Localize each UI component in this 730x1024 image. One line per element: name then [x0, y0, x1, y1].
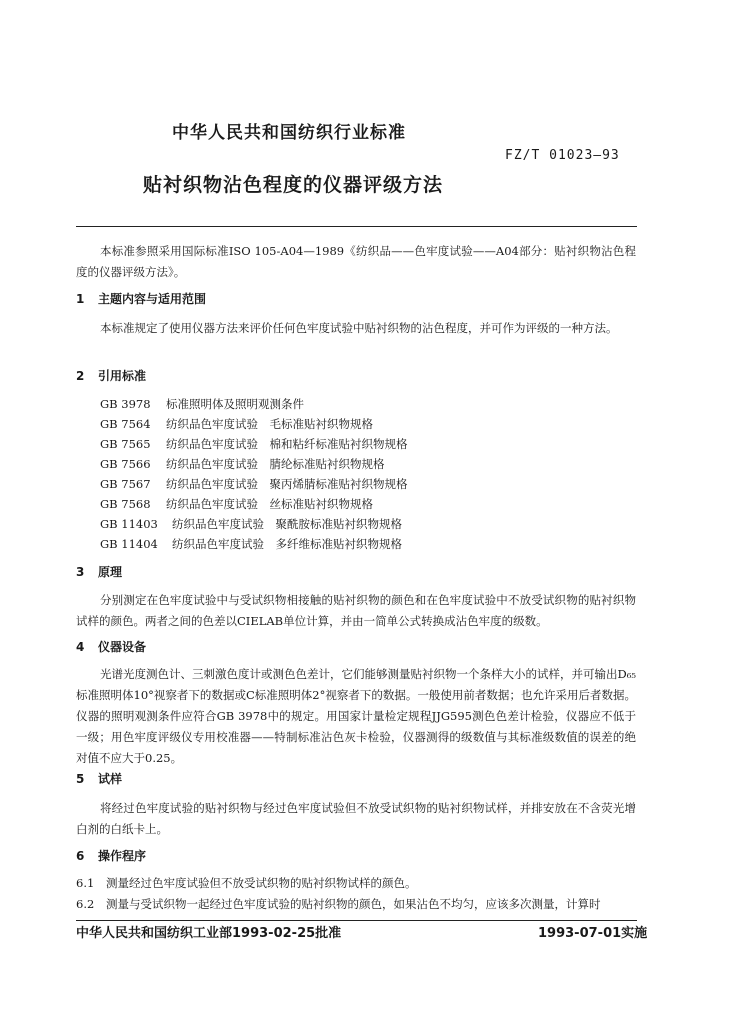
section-4-text: 光谱光度测色计、三刺激色度计或测色色差计，它们能够测量贴衬织物一个条样大小的试样，并可输出D₆₅标准照明体10°视察者下的数据或C标准照明体2°视察者下的数据。一般使用前者数据；也允许采用后者数据。仪器的照明观测条件应符合GB 3978中的规定。用国家计量检定规程JJG595测色色差计检验，仪器应不低于一级；用色牢度评级仪专用校准器——特制标准沾色灰卡检验，仪器测得的级数值与其标准级数值的误差的绝对值不应大于0.25。 — [76, 667, 636, 765]
reference-row — [100, 496, 373, 512]
step-text: 测量与受试织物一起经过色牢度试验的贴衬织物的颜色，如果沾色不均匀，应该多次测量，计算时 — [106, 897, 601, 911]
footer-divider — [76, 920, 637, 921]
section-1-heading — [76, 290, 206, 307]
procedure-step — [76, 875, 636, 891]
reference-code: GB 7566 — [100, 457, 151, 471]
section-number: 5 — [76, 772, 85, 786]
section-5-text: 将经过色牢度试验的贴衬织物与经过色牢度试验但不放受试织物的贴衬织物试样，并排安放在不含荧光增白剂的白纸卡上。 — [76, 801, 636, 836]
step-text: 测量经过色牢度试验但不放受试织物的贴衬织物试样的颜色。 — [106, 876, 417, 890]
section-number: 2 — [76, 369, 85, 383]
standard-number: FZ/T 01023—93 — [505, 148, 620, 163]
reference-code: GB 7568 — [100, 497, 151, 511]
section-3-text: 分别测定在色牢度试验中与受试织物相接触的贴衬织物的颜色和在色牢度试验中不放受试织物的贴衬织物试样的颜色。两者之间的色差以CIELAB单位计算，并由一简单公式转换成沾色牢度的级数。 — [76, 593, 636, 628]
section-title: 操作程序 — [98, 849, 147, 863]
reference-row — [100, 436, 408, 452]
section-title: 仪器设备 — [98, 640, 147, 654]
section-title: 试样 — [98, 772, 123, 786]
section-title: 引用标准 — [98, 369, 147, 383]
section-number: 6 — [76, 849, 85, 863]
reference-row — [100, 516, 402, 532]
reference-code: GB 11403 — [100, 517, 158, 531]
reference-row — [100, 416, 373, 432]
reference-row — [100, 476, 408, 492]
reference-name: 纺织品色牢度试验 腈纶标准贴衬织物规格 — [166, 457, 385, 471]
issuing-organization: 中华人民共和国纺织行业标准 — [172, 123, 406, 143]
header-divider — [76, 226, 637, 227]
section-6-heading — [76, 847, 146, 864]
procedure-step — [76, 896, 636, 912]
approval-line: 中华人民共和国纺织工业部1993-02-25批准 — [76, 926, 342, 941]
implementation-date: 1993-07-01实施 — [538, 926, 648, 941]
reference-code: GB 3978 — [100, 397, 151, 411]
section-title: 主题内容与适用范围 — [98, 292, 207, 306]
reference-name: 纺织品色牢度试验 聚酰胺标准贴衬织物规格 — [172, 517, 402, 531]
reference-code: GB 7565 — [100, 437, 151, 451]
reference-row — [100, 396, 304, 412]
reference-name: 纺织品色牢度试验 丝标准贴衬织物规格 — [166, 497, 373, 511]
intro-paragraph: 本标准参照采用国际标准ISO 105-A04—1989《纺织品——色牢度试验——A04部分：贴衬织物沾色程度的仪器评级方法》。 — [76, 244, 636, 279]
reference-row — [100, 456, 385, 472]
section-number: 1 — [76, 292, 85, 306]
section-number: 3 — [76, 565, 85, 579]
section-1-text: 本标准规定了使用仪器方法来评价任何色牢度试验中贴衬织物的沾色程度，并可作为评级的一种方法。 — [100, 321, 618, 335]
reference-row — [100, 536, 402, 552]
reference-code: GB 7567 — [100, 477, 151, 491]
reference-name: 纺织品色牢度试验 多纤维标准贴衬织物规格 — [172, 537, 402, 551]
section-title: 原理 — [98, 565, 123, 579]
reference-name: 纺织品色牢度试验 棉和粘纤标准贴衬织物规格 — [166, 437, 408, 451]
reference-name: 纺织品色牢度试验 聚丙烯腈标准贴衬织物规格 — [166, 477, 408, 491]
section-3-heading — [76, 563, 122, 580]
reference-name: 纺织品色牢度试验 毛标准贴衬织物规格 — [166, 417, 373, 431]
section-4-heading — [76, 638, 146, 655]
section-5-heading — [76, 770, 122, 787]
step-number: 6.2 — [76, 897, 95, 911]
reference-name: 标准照明体及照明观测条件 — [166, 397, 304, 411]
document-title: 贴衬织物沾色程度的仪器评级方法 — [143, 174, 444, 196]
section-2-heading — [76, 367, 146, 384]
reference-code: GB 7564 — [100, 417, 151, 431]
step-number: 6.1 — [76, 876, 95, 890]
section-number: 4 — [76, 640, 85, 654]
reference-code: GB 11404 — [100, 537, 158, 551]
